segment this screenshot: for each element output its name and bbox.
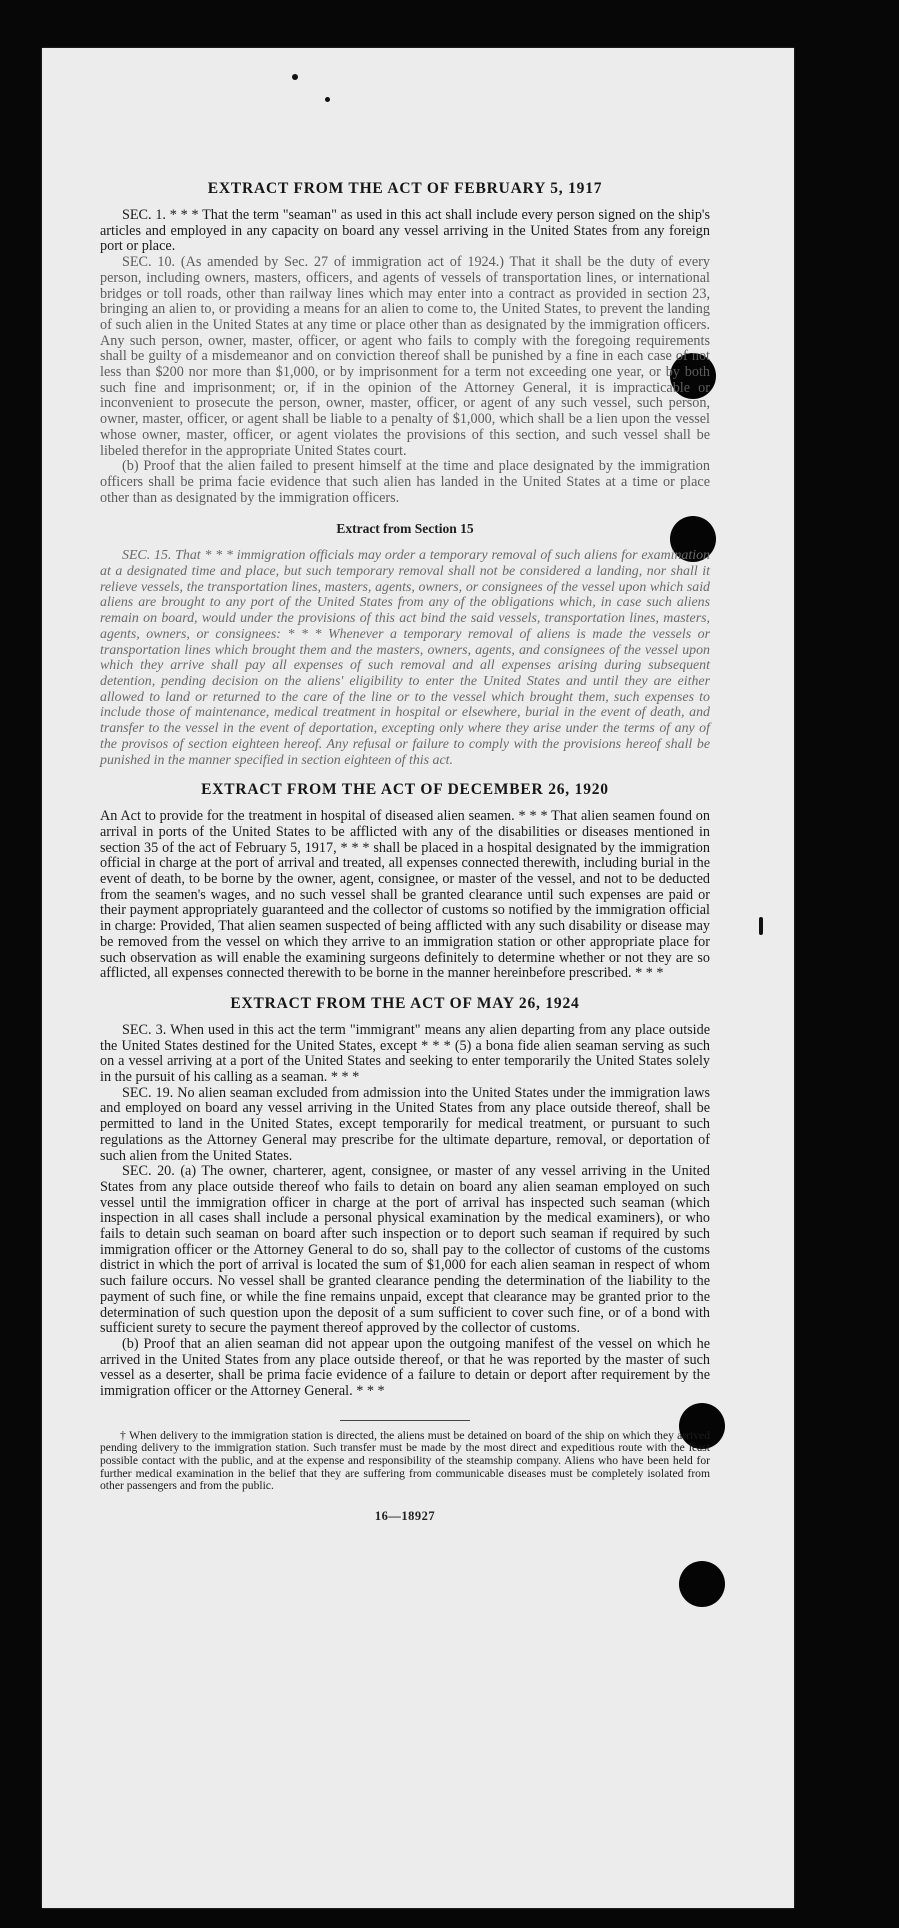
scan-speck — [325, 97, 330, 102]
section-heading-feb-1917: EXTRACT FROM THE ACT OF FEBRUARY 5, 1917 — [207, 180, 603, 197]
paragraph-sec20a: SEC. 20. (a) The owner, charterer, agent, consignee, or master of any vessel arriving in the United States from any place outside thereof who fails to detain on board any alien seaman employed on such vessel until the immigration officer in charge at the port of arrival has inspected such seaman (which inspection in all cases shall include a personal physical examination by the medical examiners), or who fails to detain such seaman on board after such inspection or to deport such seaman if required by such immigration officer or the Attorney General to do so, shall pay to the collector of customs of the customs district in which the port of arrival is located the sum of $1,000 for each alien seaman in respect of whom such failure occurs. No vessel shall be granted clearance pending the determination of the liability to the payment of such fine, or while the fine remains unpaid, except that clearance may be granted prior to the determination of such question upon the deposit of a sum sufficient to cover such fine, or of a bond with sufficient surety to secure the payment thereof approved by the collector of customs. — [100, 1163, 710, 1337]
scan-speck — [292, 74, 298, 80]
section-heading-may-1924: EXTRACT FROM THE ACT OF MAY 26, 1924 — [230, 994, 580, 1012]
paragraph-sec10b: (b) Proof that the alien failed to present himself at the time and place designated by the immigration officers shall be prima facie evidence that such alien has landed in the United States at a time or place other than as designated by the immigration officers. — [100, 458, 710, 506]
scan-speck — [759, 917, 763, 935]
paragraph-sec15: SEC. 15. That * * * immigration officials may order a temporary removal of such aliens for examination at a designated time and place, but such temporary removal shall not be considered a landing, nor shall it relieve vessels, the transportation lines, masters, agents, owners, or consignees of the vessel upon which said aliens are brought to any port of the United States from any of the obligations which, in case such aliens remain on board, would under the provisions of this act bind the said vessels, transportation lines, masters, agents, owners, or consignees: * * * Whenever a temporary removal of aliens is made the vessels or transportation lines which brought them and the masters, owners, agents, and consignees of the vessel upon which they arrive shall pay all expenses of such removal and all expenses arising during subsequent detention, pending decision on the aliens' eligibility to enter the United States and until they are either allowed to land or returned to the care of the line or to the vessel which brought them, such expenses to include those of maintenance, medical treatment in hospital or elsewhere, burial in the event of death, and transfer to the vessel in the event of deportation, excepting only where they arise under the terms of any of the provisos of section eighteen hereof. Any refusal or failure to comply with the provisions hereof shall be punished in the manner specified in section eighteen of this act. — [100, 548, 710, 768]
punch-hole — [679, 1561, 725, 1607]
paragraph-sec20b: (b) Proof that an alien seaman did not appear upon the outgoing manifest of the vessel on which he arrived in the United States from any place outside thereof, or that he was reported by the master of such vessel as a deserter, shall be prima facie evidence of a failure to detain or deport after requirement by the immigration officer or the Attorney General. * * * — [100, 1336, 710, 1400]
paragraph-act-1920: An Act to provide for the treatment in hospital of diseased alien seamen. * * * That alien seamen found on arrival in ports of the United States to be afflicted with any of the disabilities or diseases mentioned in section 35 of the act of February 5, 1917, * * * shall be placed in a hospital designated by the immigration official in charge at the port of arrival and treated, all expenses connected therewith, including burial in the event of death, to be borne by the owner, agent, consignee, or master of the vessel, and not to be deducted from the seamen's wages, and no such vessel shall be granted clearance until such expenses are paid or their payment appropriately guaranteed and the collector of customs so notified by the immigration official in charge: Provided, That alien seamen suspected of being afflicted with any such disability or disease may be removed from the vessel on which they arrive to an immigration station or other appropriate place for such observation as will enable the examining surgeons definitely to determine whether or not they are so afflicted, all expenses connected therewith to be borne in the manner hereinbefore prescribed. * * * — [100, 808, 710, 982]
section-heading-dec-1920: EXTRACT FROM THE ACT OF DECEMBER 26, 1920 — [201, 781, 609, 799]
footnote: † When delivery to the immigration station is directed, the aliens must be detained on board of the ship on which they arrived pending delivery to the immigration station. Such transfer must be made by the most direct and expeditious route with the least possible contact with the public, and at the expense and responsibility of the steamship company. Aliens who have been held for further medical examination in the belief that they are suffering from communicable diseases must be completely isolated from other passengers and from the public. — [100, 1428, 710, 1493]
paragraph-sec1: SEC. 1. * * * That the term "seaman" as used in this act shall include every person signed on the ship's articles and employed in any capacity on board any vessel arriving in the United States from any foreign port or place. — [100, 207, 710, 255]
paragraph-sec10: SEC. 10. (As amended by Sec. 27 of immigration act of 1924.) That it shall be the duty of every person, including owners, masters, officers, and agents of vessels of transportation lines, or international bridges or toll roads, other than railway lines which may enter into a contract as provided in section 23, bringing an alien to, or providing a means for an alien to come to, the United States, to prevent the landing of such alien in the United States at any time or place other than as designated by the immigration officers. Any such person, owner, master, officer, or agent who fails to comply with the foregoing requirements shall be guilty of a misdemeanor and on conviction thereof shall be punished by a fine in each case of not less than $200 nor more than $1,000, or by imprisonment for a term not exceeding one year, or by both such fine and imprisonment; or, if in the opinion of the Attorney General, it is impracticable or inconvenient to prosecute the person, owner, master, officer, or agent of any such vessel, such person, owner, master, officer, or agent shall be liable to a penalty of $1,000, which shall be a lien upon the vessel whose owner, master, officer, or agent violates the provisions of this section, and such vessel shall be libeled therefor in the appropriate United States court. — [100, 254, 710, 459]
document-body — [100, 180, 710, 1536]
paragraph-sec3: SEC. 3. When used in this act the term "immigrant" means any alien departing from any place outside the United States destined for the United States, except * * * (5) a bona fide alien seaman serving as such on a vessel arriving at a port of the United States and seeking to enter temporarily the United States solely in the pursuit of his calling as a seaman. * * * — [100, 1021, 710, 1086]
footnote-divider — [340, 1420, 470, 1421]
paragraph-sec19: SEC. 19. No alien seaman excluded from admission into the United States under the immigration laws and employed on board any vessel arriving in the United States from any place outside thereof, shall be permitted to land in the United States, except temporarily for medical treatment, or pursuant to such regulations as the Attorney General may prescribe for the ultimate departure, removal, or deportation of such alien from the United States. — [100, 1084, 710, 1164]
page-number: 16—18927 — [374, 1508, 436, 1523]
section-heading-sec15: Extract from Section 15 — [336, 521, 474, 537]
